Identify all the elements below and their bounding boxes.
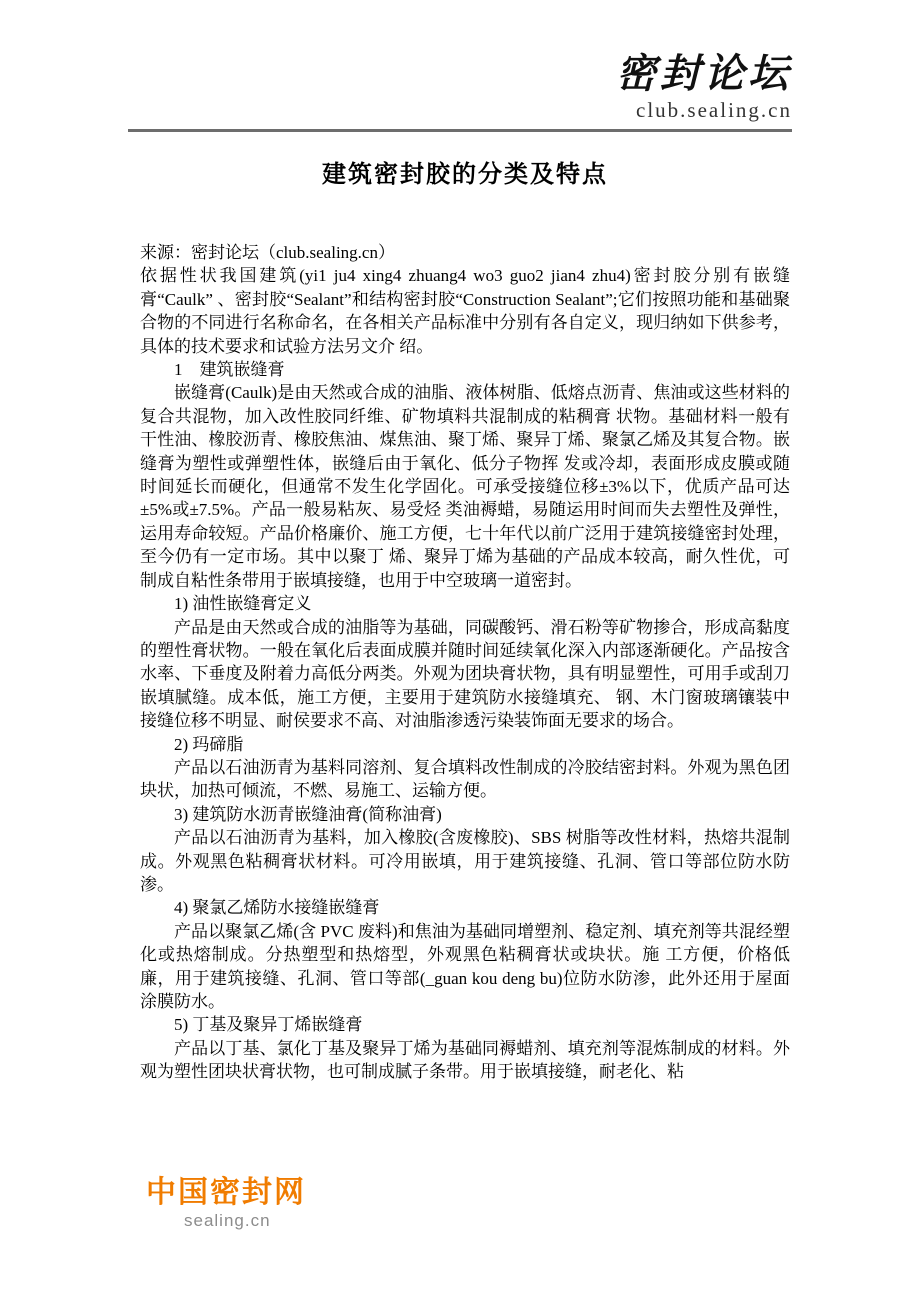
footer-logo <box>146 1176 306 1231</box>
source-line: 来源：密封论坛（club.sealing.cn） <box>140 243 395 262</box>
paragraph-intro: 依据性状我国建筑(yi1 ju4 xing4 zhuang4 wo3 guo2 jian4 zhu4)密封胶分别有嵌缝膏“Caulk” 、密封胶“Sealant”和结构密封胶“Construction Sealant”;它们按照功能和基础聚合物的不同进行名称命名，在各相关产品标准中分别有各自定义，现归纳如下供参考，具体的技术要求和试验方法另文介 绍。 <box>140 266 790 356</box>
header-divider <box>128 129 792 132</box>
section-heading-2: 2) 玛碲脂 <box>174 734 244 754</box>
forum-logo-url: club.sealing.cn <box>636 98 792 122</box>
paragraph: 嵌缝膏(Caulk)是由天然或合成的油脂、液体树脂、低熔点沥青、焦油或这些材料的复合共混物，加入改性胶同纤维、矿物填料共混制成的粘稠膏 状物。基础材料一般有干性油、橡胶沥青、橡胶焦油、煤焦油、聚丁烯、聚异丁烯、聚氯乙烯及其复合物。嵌缝膏为塑性或弹塑性体，嵌缝后由于氧化、低分子物挥 发或冷却，表面形成皮膜或随时间延长而硬化，但通常不发生化学固化。可承受接缝位移±3%以下，优质产品可达±5%或±7.5%。产品一般易粘灰、易受烃 类油褥蜡，易随运用时间而失去塑性及弹性，运用寿命较短。产品价格廉价、施工方便，七十年代以前广泛用于建筑接缝密封处理，至今仍有一定市场。其中以聚丁 烯、聚异丁烯为基础的产品成本较高，耐久性优，可制成自粘性条带用于嵌填接缝，也用于中空玻璃一道密封。 <box>140 383 790 590</box>
paragraph: 产品是由天然或合成的油脂等为基础，同碳酸钙、滑石粉等矿物掺合，形成高黏度的塑性膏状物。一般在氧化后表面成膜并随时间延续氧化深入内部逐渐硬化。产品按含水率、下垂度及附着力高低分两类。外观为团块膏状物，具有明显塑性，可用手或刮刀嵌填腻缝。成本低，施工方便，主要用于建筑防水接缝填充、 钢、木门窗玻璃镶装中接缝位移不明显、耐侯要求不高、对油脂渗透污染装饰面无要求的场合。 <box>140 617 790 731</box>
sealing-logo-url: sealing.cn <box>184 1211 271 1230</box>
section-heading-1-1: 1) 油性嵌缝膏定义 <box>174 594 312 614</box>
page-title: 建筑密封胶的分类及特点 <box>322 162 608 188</box>
sealing-logo-text: 中国密封网 <box>146 1176 306 1209</box>
forum-logo-text: 密封论坛 <box>616 51 792 96</box>
section-heading-1: 1 建筑嵌缝膏 <box>174 360 285 380</box>
paragraph: 产品以石油沥青为基料，加入橡胶(含废橡胶)、SBS 树脂等改性材料，热熔共混制成。外观黑色粘稠膏状材料。可冷用嵌填，用于建筑接缝、孔洞、管口等部位防水防渗。 <box>140 828 790 894</box>
paragraph: 产品以石油沥青为基料同溶剂、复合填料改性制成的冷胶结密封料。外观为黑色团块状，加热可倾流，不燃、易施工、运输方便。 <box>140 757 790 801</box>
paragraph: 产品以丁基、氯化丁基及聚异丁烯为基础同褥蜡剂、填充剂等混炼制成的材料。外观为塑性团块状膏状物，也可制成腻子条带。用于嵌填接缝，耐老化、粘 <box>140 1038 790 1082</box>
document-body <box>140 148 790 1084</box>
section-heading-4: 4) 聚氯乙烯防水接缝嵌缝膏 <box>174 898 380 918</box>
paragraph: 产品以聚氯乙烯(含 PVC 废料)和焦油为基础同增塑剂、稳定剂、填充剂等共混经塑化或热熔制成。分热塑型和热熔型，外观黑色粘稠膏状或块状。施 工方便，价格低廉，用于建筑接缝、孔洞、管口等部(_guan kou deng bu)位防水防渗，此外还用于屋面涂膜防水。 <box>140 921 790 1011</box>
section-heading-5: 5) 丁基及聚异丁烯嵌缝膏 <box>174 1015 363 1035</box>
section-heading-3: 3) 建筑防水沥青嵌缝油膏(简称油膏) <box>174 804 442 824</box>
header-logo <box>616 52 792 122</box>
